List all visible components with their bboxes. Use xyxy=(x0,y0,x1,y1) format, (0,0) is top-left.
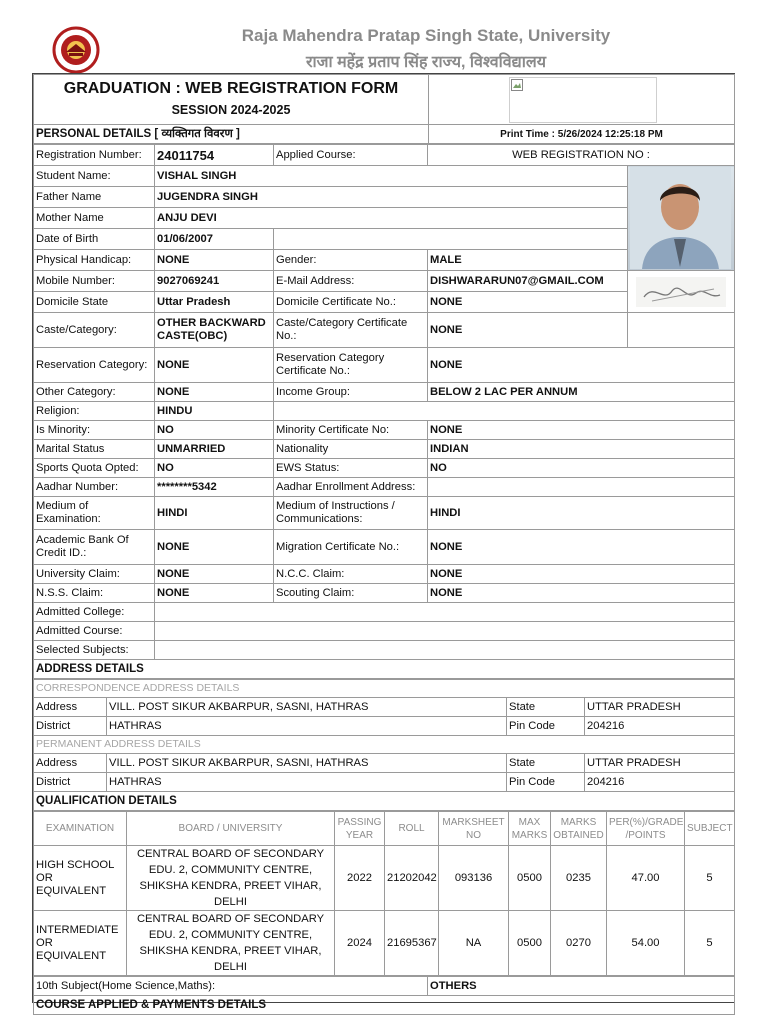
nss-value: NONE xyxy=(155,584,274,603)
gender-value: MALE xyxy=(428,250,628,271)
tenth-subject-value: OTHERS xyxy=(428,977,735,996)
percentage-cell: 54.00 xyxy=(607,911,685,976)
university-name-english: Raja Mahendra Pratap Singh State, University xyxy=(241,26,611,45)
mobile-value: 9027069241 xyxy=(155,271,274,292)
subject-cell: 5 xyxy=(685,846,735,911)
minority-cert-label: Minority Certificate No: xyxy=(274,421,428,440)
sports-label: Sports Quota Opted: xyxy=(34,459,155,478)
col-board: BOARD / UNIVERSITY xyxy=(127,812,335,846)
barcode-cell xyxy=(429,75,735,125)
reservation-cert-value: NONE xyxy=(428,348,735,383)
corr-pin-label: Pin Code xyxy=(507,717,585,736)
reg-no-value: 24011754 xyxy=(155,145,274,166)
dob-value: 01/06/2007 xyxy=(155,229,274,250)
abc-label: Academic Bank Of Credit ID.: xyxy=(34,530,155,565)
religion-value: HINDU xyxy=(155,402,274,421)
handicap-label: Physical Handicap: xyxy=(34,250,155,271)
handicap-value: NONE xyxy=(155,250,274,271)
tenth-subject-label: 10th Subject(Home Science,Maths): xyxy=(34,977,428,996)
marital-value: UNMARRIED xyxy=(155,440,274,459)
corr-district-value: HATHRAS xyxy=(107,717,507,736)
subject-cell: 5 xyxy=(685,911,735,976)
corr-pin-value: 204216 xyxy=(585,717,735,736)
col-roll: ROLL xyxy=(385,812,439,846)
selected-subjects-label: Selected Subjects: xyxy=(34,641,155,660)
qualification-details-heading: QUALIFICATION DETAILS xyxy=(34,792,735,811)
scouting-label: Scouting Claim: xyxy=(274,584,428,603)
father-name-label: Father Name xyxy=(34,187,155,208)
col-marksheet: MARKSHEET NO xyxy=(439,812,509,846)
empty-cell xyxy=(428,478,735,497)
university-name-hindi: राजा महेंद्र प्रताप सिंह राज्य, विश्वविद्यालय xyxy=(305,54,547,71)
marksheet-cell: NA xyxy=(439,911,509,976)
percentage-cell: 47.00 xyxy=(607,846,685,911)
domicile-label: Domicile State xyxy=(34,292,155,313)
perm-pin-label: Pin Code xyxy=(507,773,585,792)
domicile-cert-label: Domicile Certificate No.: xyxy=(274,292,428,313)
sports-value: NO xyxy=(155,459,274,478)
corr-address-value: VILL. POST SIKUR AKBARPUR, SASNI, HATHRAS xyxy=(107,698,507,717)
perm-address-value: VILL. POST SIKUR AKBARPUR, SASNI, HATHRAS xyxy=(107,754,507,773)
empty-cell xyxy=(155,641,735,660)
roll-cell: 21202042 xyxy=(385,846,439,911)
reservation-label: Reservation Category: xyxy=(34,348,155,383)
student-name-label: Student Name: xyxy=(34,166,155,187)
col-marks-obtained: MARKS OBTAINED xyxy=(551,812,607,846)
email-label: E-Mail Address: xyxy=(274,271,428,292)
web-reg-no-label: WEB REGISTRATION NO : xyxy=(428,145,735,166)
max-marks-cell: 0500 xyxy=(509,911,551,976)
correspondence-address-heading: CORRESPONDENCE ADDRESS DETAILS xyxy=(34,680,735,698)
roll-cell: 21695367 xyxy=(385,911,439,976)
title-cell xyxy=(34,75,429,125)
corr-district-label: District xyxy=(34,717,107,736)
corr-state-value: UTTAR PRADESH xyxy=(585,698,735,717)
mobile-label: Mobile Number: xyxy=(34,271,155,292)
student-photo xyxy=(628,166,735,271)
student-signature xyxy=(628,271,735,313)
admitted-college-label: Admitted College: xyxy=(34,603,155,622)
marital-label: Marital Status xyxy=(34,440,155,459)
aadhar-enroll-label: Aadhar Enrollment Address: xyxy=(274,478,428,497)
col-subject: SUBJECT xyxy=(685,812,735,846)
form-session: SESSION 2024-2025 xyxy=(171,103,291,117)
empty-cell xyxy=(155,622,735,641)
ews-value: NO xyxy=(428,459,735,478)
medium-exam-value: HINDI xyxy=(155,497,274,530)
address-details-heading: ADDRESS DETAILS xyxy=(34,660,735,679)
religion-label: Religion: xyxy=(34,402,155,421)
empty-cell xyxy=(628,313,735,348)
perm-district-label: District xyxy=(34,773,107,792)
registration-form xyxy=(32,73,735,1011)
year-cell: 2024 xyxy=(335,911,385,976)
personal-details-heading: PERSONAL DETAILS [ व्यक्तिगत विवरण ] xyxy=(34,125,429,144)
marks-obtained-cell: 0235 xyxy=(551,846,607,911)
other-category-value: NONE xyxy=(155,383,274,402)
caste-value: OTHER BACKWARD CASTE(OBC) xyxy=(155,313,274,348)
year-cell: 2022 xyxy=(335,846,385,911)
col-max-marks: MAX MARKS xyxy=(509,812,551,846)
student-name-value: VISHAL SINGH xyxy=(155,166,628,187)
income-label: Income Group: xyxy=(274,383,428,402)
empty-cell xyxy=(274,402,735,421)
dob-label: Date of Birth xyxy=(34,229,155,250)
minority-label: Is Minority: xyxy=(34,421,155,440)
caste-label: Caste/Category: xyxy=(34,313,155,348)
ncc-label: N.C.C. Claim: xyxy=(274,565,428,584)
form-title: GRADUATION : WEB REGISTRATION FORM xyxy=(63,80,399,97)
medium-instr-label: Medium of Instructions / Communications: xyxy=(274,497,428,530)
col-examination: EXAMINATION xyxy=(34,812,127,846)
empty-cell xyxy=(155,603,735,622)
other-category-label: Other Category: xyxy=(34,383,155,402)
exam-cell: INTERMEDIATE OR EQUIVALENT xyxy=(34,911,127,976)
broken-image-icon xyxy=(509,77,657,123)
col-passing-year: PASSING YEAR xyxy=(335,812,385,846)
medium-exam-label: Medium of Examination: xyxy=(34,497,155,530)
board-cell: CENTRAL BOARD OF SECONDARY EDU. 2, COMMUNITY CENTRE, SHIKSHA KENDRA, PREET VIHAR, DELHI xyxy=(127,911,335,976)
exam-cell: HIGH SCHOOL OR EQUIVALENT xyxy=(34,846,127,911)
aadhar-label: Aadhar Number: xyxy=(34,478,155,497)
perm-state-value: UTTAR PRADESH xyxy=(585,754,735,773)
caste-cert-value: NONE xyxy=(428,313,628,348)
max-marks-cell: 0500 xyxy=(509,846,551,911)
mother-name-label: Mother Name xyxy=(34,208,155,229)
perm-pin-value: 204216 xyxy=(585,773,735,792)
reg-no-label: Registration Number: xyxy=(34,145,155,166)
corr-state-label: State xyxy=(507,698,585,717)
migration-value: NONE xyxy=(428,530,735,565)
nss-label: N.S.S. Claim: xyxy=(34,584,155,603)
perm-district-value: HATHRAS xyxy=(107,773,507,792)
perm-state-label: State xyxy=(507,754,585,773)
perm-address-label: Address xyxy=(34,754,107,773)
ews-label: EWS Status: xyxy=(274,459,428,478)
reservation-cert-label: Reservation Category Certificate No.: xyxy=(274,348,428,383)
minority-value: NO xyxy=(155,421,274,440)
minority-cert-value: NONE xyxy=(428,421,735,440)
scouting-value: NONE xyxy=(428,584,735,603)
university-claim-value: NONE xyxy=(155,565,274,584)
applied-course-label: Applied Course: xyxy=(274,145,428,166)
marks-obtained-cell: 0270 xyxy=(551,911,607,976)
abc-value: NONE xyxy=(155,530,274,565)
col-percentage: PER(%)/GRADE /POINTS xyxy=(607,812,685,846)
email-value: DISHWARARUN07@GMAIL.COM xyxy=(428,271,628,292)
empty-cell xyxy=(274,229,628,250)
migration-label: Migration Certificate No.: xyxy=(274,530,428,565)
board-cell: CENTRAL BOARD OF SECONDARY EDU. 2, COMMUNITY CENTRE, SHIKSHA KENDRA, PREET VIHAR, DELHI xyxy=(127,846,335,911)
corr-address-label: Address xyxy=(34,698,107,717)
admitted-course-label: Admitted Course: xyxy=(34,622,155,641)
aadhar-value: ********5342 xyxy=(155,478,274,497)
print-time: Print Time : 5/26/2024 12:25:18 PM xyxy=(429,125,735,144)
permanent-address-heading: PERMANENT ADDRESS DETAILS xyxy=(34,736,735,754)
course-payment-heading: COURSE APPLIED & PAYMENTS DETAILS xyxy=(34,996,735,1015)
table-row xyxy=(34,911,735,976)
gender-label: Gender: xyxy=(274,250,428,271)
father-name-value: JUGENDRA SINGH xyxy=(155,187,628,208)
nationality-label: Nationality xyxy=(274,440,428,459)
domicile-value: Uttar Pradesh xyxy=(155,292,274,313)
reservation-value: NONE xyxy=(155,348,274,383)
marksheet-cell: 093136 xyxy=(439,846,509,911)
domicile-cert-value: NONE xyxy=(428,292,628,313)
nationality-value: INDIAN xyxy=(428,440,735,459)
table-row xyxy=(34,846,735,911)
medium-instr-value: HINDI xyxy=(428,497,735,530)
university-claim-label: University Claim: xyxy=(34,565,155,584)
page-header xyxy=(0,0,768,72)
mother-name-value: ANJU DEVI xyxy=(155,208,628,229)
income-value: BELOW 2 LAC PER ANNUM xyxy=(428,383,735,402)
caste-cert-label: Caste/Category Certificate No.: xyxy=(274,313,428,348)
ncc-value: NONE xyxy=(428,565,735,584)
